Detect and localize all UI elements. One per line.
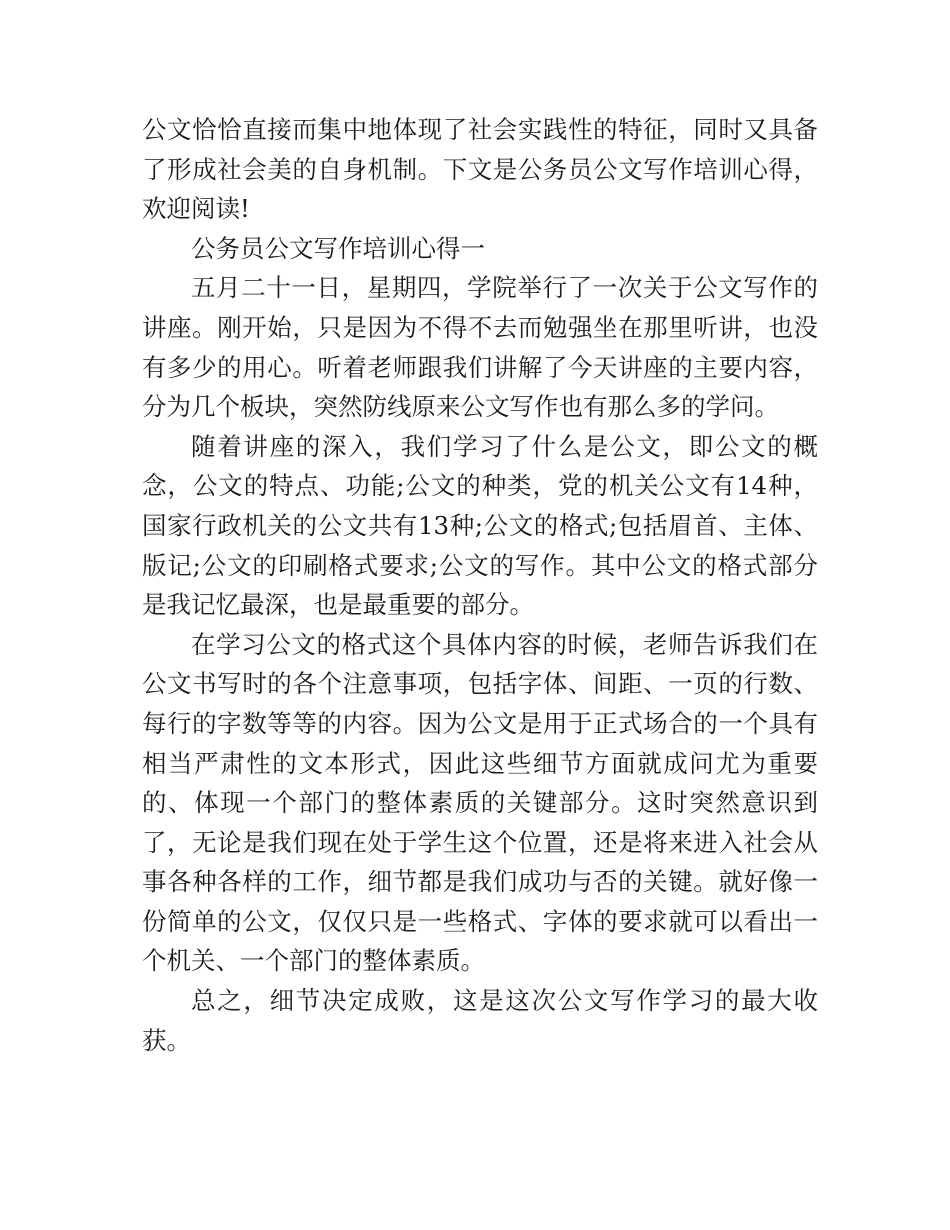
intro-paragraph: 公文恰恰直接而集中地体现了社会实践性的特征，同时又具备了形成社会美的自身机制。下文是公务员公文写作培训心得，欢迎阅读! bbox=[142, 115, 818, 224]
conclusion-paragraph: 总之，细节决定成败，这是这次公文写作学习的最大收获。 bbox=[142, 986, 818, 1055]
body-paragraph: 五月二十一日，星期四，学院举行了一次关于公文写作的讲座。刚开始，只是因为不得不去而勉强坐在那里听讲，也没有多少的用心。听着老师跟我们讲解了今天讲座的主要内容，分为几个板块，突然防线原来公文写作也有那么多的学问。 bbox=[142, 273, 818, 422]
body-paragraph: 随着讲座的深入，我们学习了什么是公文，即公文的概念，公文的特点、功能;公文的种类，党的机关公文有14种，国家行政机关的公文共有13种;公文的格式;包括眉首、主体、版记;公文的印刷格式要求;公文的写作。其中公文的格式部分是我记忆最深，也是最重要的部分。 bbox=[142, 431, 818, 620]
section-heading: 公务员公文写作培训心得一 bbox=[191, 233, 485, 263]
body-paragraph: 在学习公文的格式这个具体内容的时候，老师告诉我们在公文书写时的各个注意事项，包括字体、间距、一页的行数、每行的字数等等的内容。因为公文是用于正式场合的一个具有相当严肃性的文本形式，因此这些细节方面就成问尤为重要的、体现一个部门的整体素质的关键部分。这时突然意识到了，无论是我们现在处于学生这个位置，还是将来进入社会从事各种各样的工作，细节都是我们成功与否的关键。就好像一份简单的公文，仅仅只是一些格式、字体的要求就可以看出一个机关、一个部门的整体素质。 bbox=[142, 629, 818, 976]
document-body bbox=[142, 110, 818, 1060]
